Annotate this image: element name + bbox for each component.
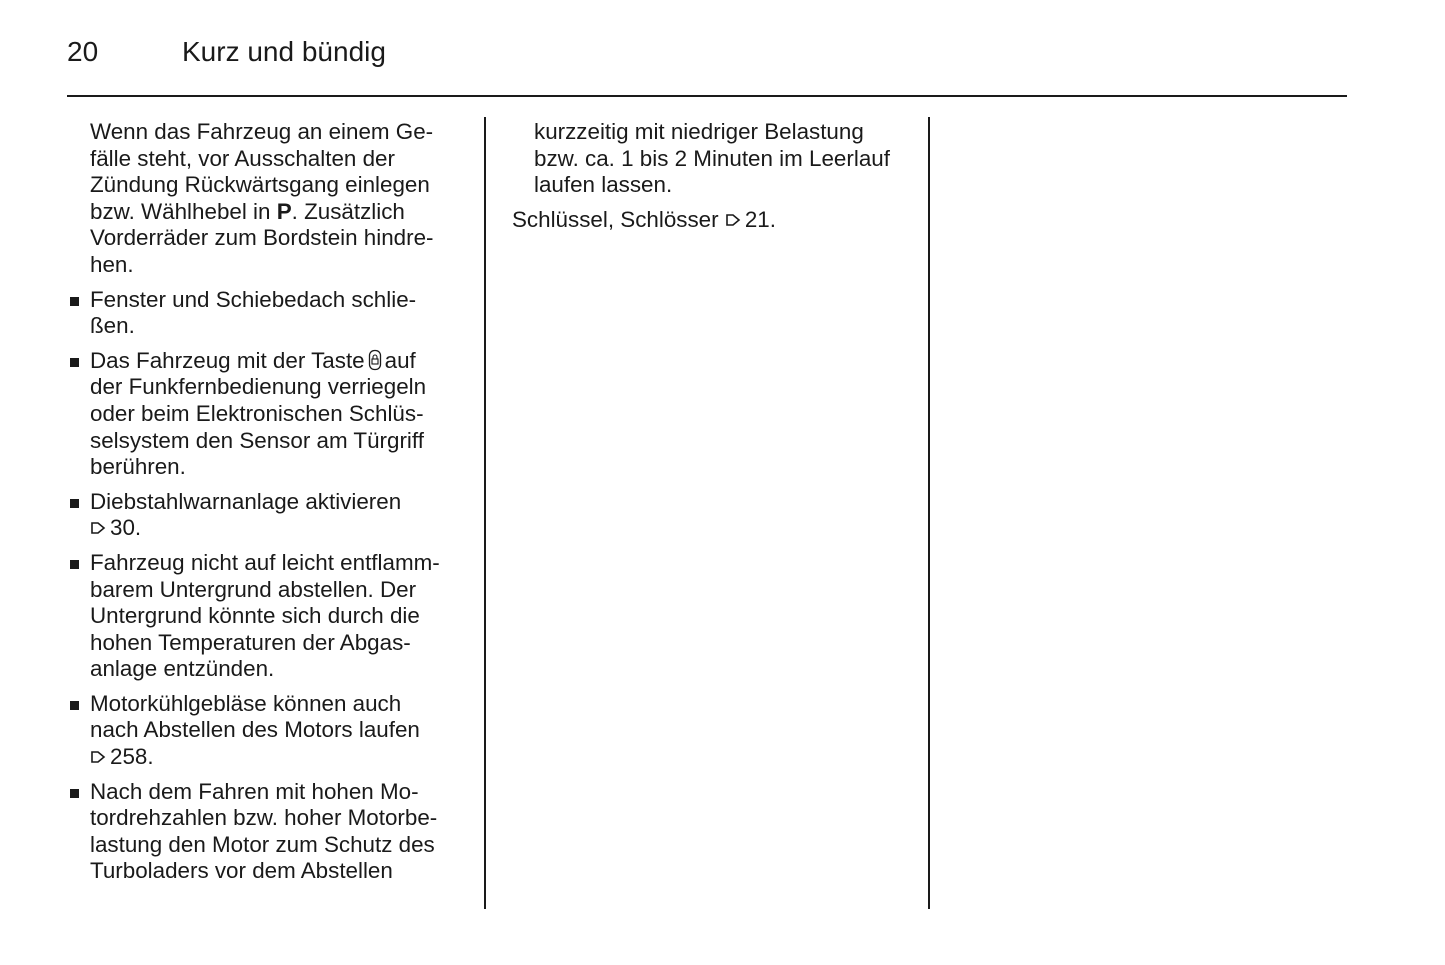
gear-position-p: P [276,198,292,224]
list-item: Fenster und Schiebedach schlie- ßen. [68,287,468,340]
page-reference-arrow-icon [90,748,106,766]
column-1 [68,119,468,893]
list-item: Fahrzeug nicht auf leicht entflamm- barem Untergrund abstellen. Der Untergrund könnte sich durch die hohen Temperaturen der Abgas- anlage entzünden. [68,550,468,683]
column-divider-1 [484,117,486,909]
intro-paragraph: Wenn das Fahrzeug an einem Ge- fälle steht, vor Ausschalten der Zündung Rückwärtsgang einlegen bzw. Wählhebel in P. Zusätzlich Vorderräder zum Bordstein hindre- hen. [90,119,434,277]
bullet-icon [70,358,79,367]
list-item-continuation: kurzzeitig mit niedriger Belastung bzw. ca. 1 bis 2 Minuten im Leerlauf laufen lassen. [534,119,890,198]
column-2 [512,119,912,241]
bullet-icon [70,560,79,569]
header-rule [67,95,1347,97]
page-reference[interactable]: 258. [110,744,154,770]
page-reference[interactable]: 30. [110,515,142,541]
bullet-icon [70,499,79,508]
bullet-icon [70,789,79,798]
page-reference-arrow-icon [725,211,741,229]
list-item: Motorkühlgebläse können auch nach Abstellen des Motors laufen 258. [68,691,468,771]
list-item: Nach dem Fahren mit hohen Mo- tordrehzahlen bzw. hoher Motorbe- lastung den Motor zum Schutz des Turboladers vor dem Abstellen [68,779,468,885]
page-reference[interactable]: 21. [744,206,776,232]
page-reference-arrow-icon [90,519,106,537]
section-title: Kurz und bündig [182,36,386,67]
list-item: Das Fahrzeug mit der Taste auf der Funkfernbedienung verriegeln oder beim Elektronischen Schlüs- selsystem den Sensor am Türgriff berühren. [68,348,468,481]
column-divider-2 [928,117,930,909]
page-number: 20 [67,36,99,67]
list-item: Diebstahlwarnanlage aktivieren 30. [68,489,468,542]
bullet-icon [70,701,79,710]
lock-button-icon [368,349,382,371]
bullet-icon [70,297,79,306]
cross-reference: Schlüssel, Schlösser 21. [512,206,776,232]
